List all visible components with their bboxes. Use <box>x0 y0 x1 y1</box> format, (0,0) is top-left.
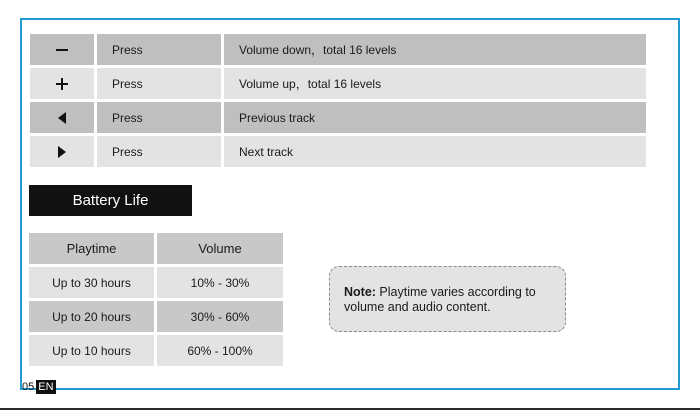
playtime-cell: Up to 30 hours <box>29 267 154 298</box>
table-row <box>30 68 646 99</box>
table-row <box>29 301 283 332</box>
table-row <box>29 335 283 366</box>
table-row <box>29 267 283 298</box>
plus-icon <box>56 78 68 90</box>
bottom-rule <box>0 408 700 410</box>
table-row <box>30 34 646 65</box>
next-track-icon <box>58 146 66 158</box>
description-cell: Next track <box>224 136 646 167</box>
volume-cell: 60% - 100% <box>157 335 283 366</box>
note-box <box>329 266 566 332</box>
action-cell: Press <box>97 34 221 65</box>
action-cell: Press <box>97 102 221 133</box>
table-row <box>30 136 646 167</box>
battery-life-heading: Battery Life <box>29 185 192 216</box>
playtime-cell: Up to 20 hours <box>29 301 154 332</box>
volume-cell: 30% - 60% <box>157 301 283 332</box>
page-tag <box>20 380 56 394</box>
table-header-row <box>29 233 283 264</box>
action-cell: Press <box>97 136 221 167</box>
previous-track-icon <box>58 112 66 124</box>
page-number: 05 <box>22 381 35 393</box>
controls-table <box>30 34 646 170</box>
description-cell: Volume down，total 16 levels <box>224 34 646 65</box>
language-badge: EN <box>38 381 54 393</box>
table-row <box>30 102 646 133</box>
note-label: Note: <box>344 285 376 299</box>
volume-cell: 10% - 30% <box>157 267 283 298</box>
column-header-playtime: Playtime <box>29 233 154 264</box>
column-header-volume: Volume <box>157 233 283 264</box>
description-cell: Previous track <box>224 102 646 133</box>
minus-icon <box>56 49 68 51</box>
note-text: Playtime varies according to volume and audio content. <box>344 285 536 314</box>
description-cell: Volume up，total 16 levels <box>224 68 646 99</box>
action-cell: Press <box>97 68 221 99</box>
battery-table <box>29 233 283 369</box>
playtime-cell: Up to 10 hours <box>29 335 154 366</box>
